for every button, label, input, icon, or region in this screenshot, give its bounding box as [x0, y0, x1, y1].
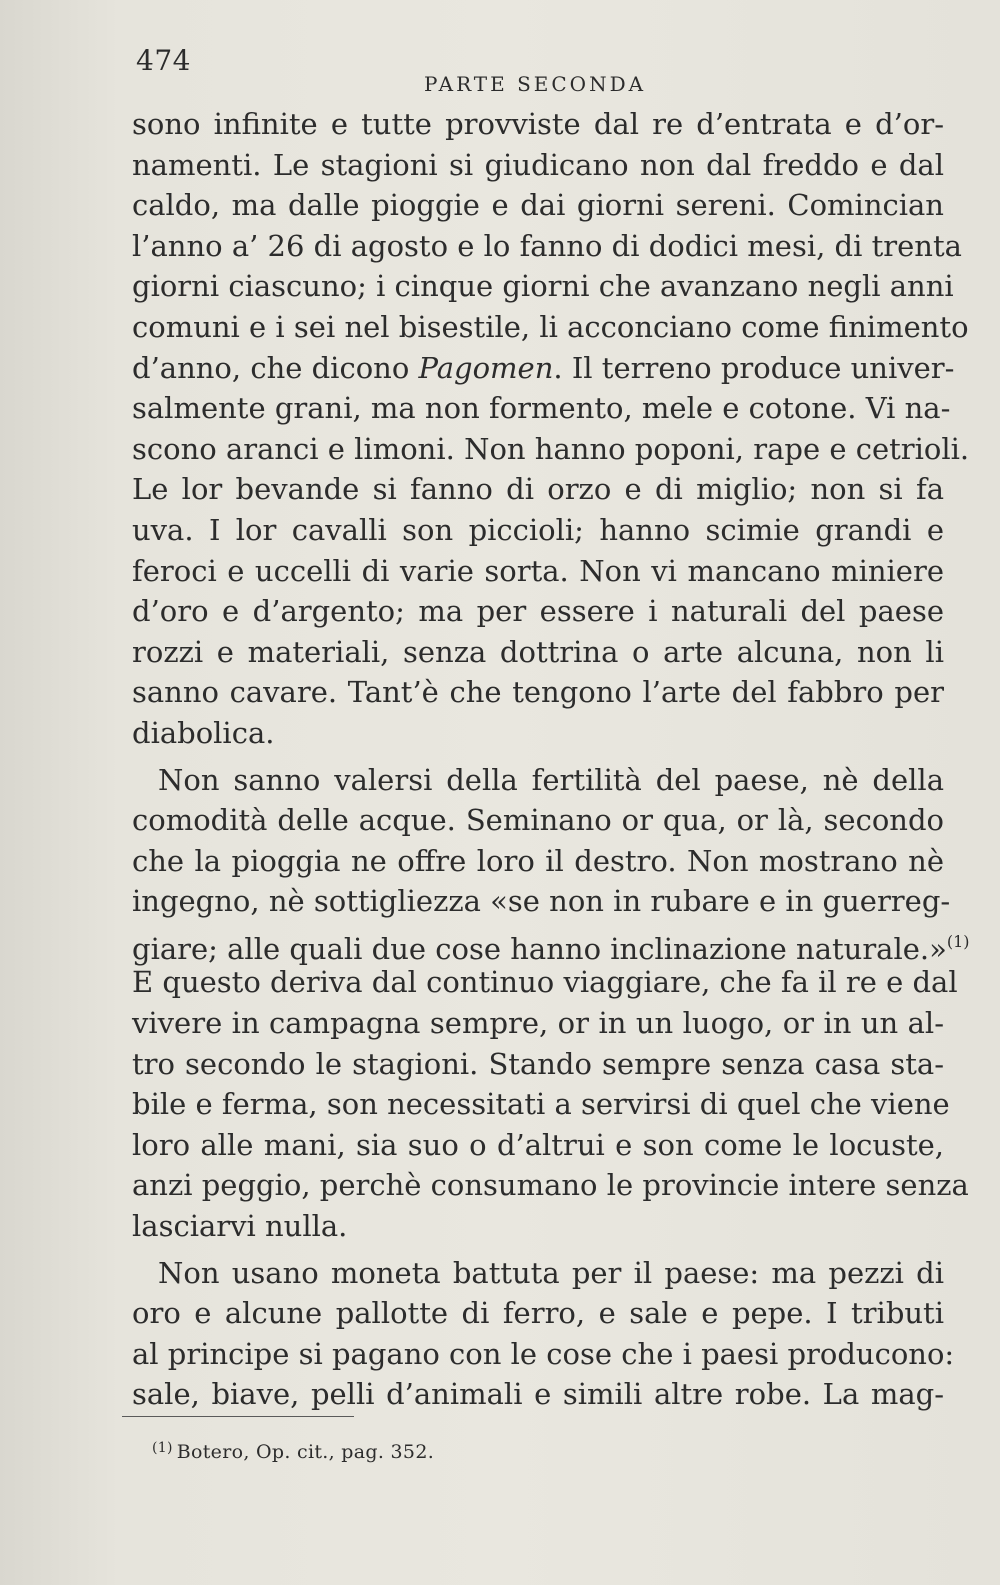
text-line: ingegno, nè sottigliezza «se non in rubare e in guerreg-: [132, 884, 951, 919]
text-line: sale, biave, pelli d’animali e simili altre robe. La mag-: [132, 1377, 944, 1412]
footnote: [152, 1440, 434, 1463]
text-line: Non sanno valersi della fertilità del paese, nè della: [158, 762, 944, 797]
text-line: loro alle mani, sia suo o d’altrui e son come le locuste,: [132, 1127, 944, 1162]
line-end: . Il terreno produce univer-: [553, 350, 955, 385]
paragraph-3: [132, 1253, 955, 1415]
paragraph-1: [132, 104, 970, 754]
text-line: sono infinite e tutte provviste dal re d’entrata e d’or-: [132, 107, 944, 141]
footnote-text: Botero, Op. cit., pag. 352.: [176, 1441, 435, 1463]
text-line: scono aranci e limoni. Non hanno poponi, rape e cetrioli.: [132, 431, 970, 466]
text-line: oro e alcune pallotte di ferro, e sale e pepe. I tributi: [132, 1296, 944, 1331]
text-line-with-italic: [132, 348, 955, 389]
text-line: che la pioggia ne offre loro il destro. Non mostrano nè: [132, 843, 944, 878]
text-line: l’anno a’ 26 di agosto e lo fanno di dodici mesi, di trenta: [132, 228, 962, 263]
text-line: lasciarvi nulla.: [132, 1209, 348, 1244]
paragraph-2: [132, 760, 970, 1247]
text-line: diabolica.: [132, 715, 275, 750]
text-line: uva. I lor cavalli son piccioli; hanno scimie grandi e: [132, 512, 944, 547]
footnote-divider: [122, 1416, 354, 1417]
text-line: tro secondo le stagioni. Stando sempre senza casa sta-: [132, 1046, 944, 1081]
line-text: giare; alle quali due cose hanno inclinazione naturale.»: [132, 931, 947, 966]
body-text: [132, 104, 970, 1415]
italic-term: Pagomen: [418, 350, 554, 385]
text-line: d’oro e d’argento; ma per essere i naturali del paese: [132, 594, 944, 629]
text-line: namenti. Le stagioni si giudicano non dal freddo e dal: [132, 147, 944, 182]
text-line: salmente grani, ma non formento, mele e cotone. Vi na-: [132, 391, 951, 426]
text-line: caldo, ma dalle pioggie e dai giorni sereni. Comincian: [132, 188, 944, 223]
text-line: al principe si pagano con le cose che i paesi producono:: [132, 1336, 955, 1371]
footnote-marker: (1): [152, 1440, 173, 1456]
text-line: sanno cavare. Tant’è che tengono l’arte del fabbro per: [132, 675, 944, 710]
text-line: Le lor bevande si fanno di orzo e di miglio; non si fa: [132, 472, 944, 507]
text-line: bile e ferma, son necessitati a servirsi di quel che viene: [132, 1087, 950, 1122]
text-line: Non usano moneta battuta per il paese: ma pezzi di: [158, 1255, 944, 1290]
text-line: comodità delle acque. Seminano or qua, or là, secondo: [132, 803, 944, 838]
line-start: d’anno, che dicono: [132, 350, 419, 385]
text-line: anzi peggio, perchè consumano le provincie intere senza: [132, 1168, 969, 1203]
running-title: PARTE SECONDA: [424, 72, 647, 96]
text-line: giorni ciascuno; i cinque giorni che avanzano negli anni: [132, 269, 954, 304]
text-line: vivere in campagna sempre, or in un luogo, or in un al-: [132, 1006, 944, 1041]
text-line: E questo deriva dal continuo viaggiare, che fa il re e dal: [132, 965, 958, 1000]
text-line: feroci e uccelli di varie sorta. Non vi mancano miniere: [132, 553, 944, 588]
text-line: rozzi e materiali, senza dottrina o arte alcuna, non li: [132, 634, 944, 669]
footnote-reference[interactable]: (1): [946, 931, 970, 951]
text-line-with-footnote-ref: [132, 922, 970, 966]
text-line: comuni e i sei nel bisestile, li acconciano come finimento: [132, 309, 969, 344]
page-number: 474: [136, 44, 191, 77]
